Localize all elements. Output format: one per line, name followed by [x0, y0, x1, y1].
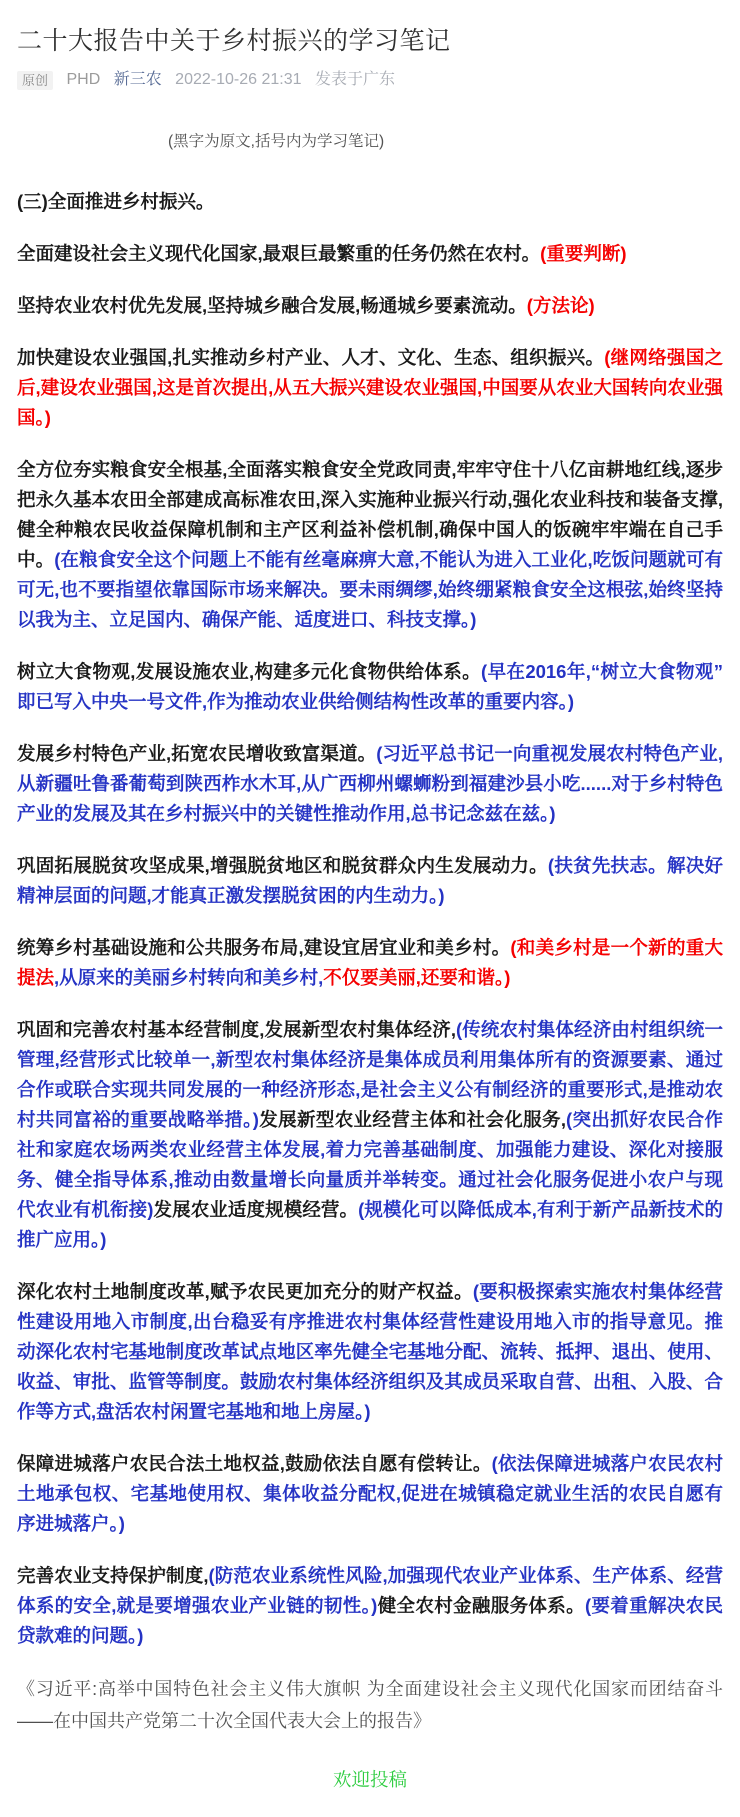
- text-segment-blue: ,从原来的美丽乡村转向和美乡村,: [54, 967, 324, 989]
- paragraph: [17, 739, 723, 829]
- text-segment-black: 发展乡村特色产业,拓宽农民增收致富渠道。: [17, 743, 377, 765]
- text-segment-blue: (要着重解决农民贷款难的问题。): [17, 1595, 723, 1647]
- submission-invite: 欢迎投稿: [332, 1769, 407, 1791]
- text-segment-blue: (传统农村集体经济由村组织统一管理,经营形式比较单一,新型农村集体经济是集体成员利用集体所有的资源要素、通过合作或联合实现共同发展的一种经济形态,是社会主义公有制经济的重要形式,是推动农村共同富裕的重要战略举措。): [17, 1019, 723, 1131]
- text-segment-black: 深化农村土地制度改革,赋予农民更加充分的财产权益。: [17, 1281, 473, 1303]
- paragraph: [17, 657, 723, 717]
- source-citation: 《习近平:高举中国特色社会主义伟大旗帜 为全面建设社会主义现代化国家而团结奋斗——在中国共产党第二十次全国代表大会上的报告》: [17, 1679, 723, 1732]
- author-name: PHD: [66, 71, 101, 88]
- text-segment-red: (方法论): [526, 295, 595, 317]
- text-segment-black: 全方位夯实粮食安全根基,全面落实粮食安全党政同责,牢牢守住十八亿亩耕地红线,逐步把永久基本农田全部建成高标准农田,深入实施种业振兴行动,强化农业科技和装备支撑,健全种粮农民收益保障机制和主产区利益补偿机制,确保中国人的饭碗牢牢端在自己手中。: [17, 459, 723, 571]
- text-segment-blue: (防范农业系统性风险,加强现代农业产业体系、生产体系、经营体系的安全,就是要增强农业产业链的韧性。): [17, 1565, 723, 1617]
- article-title: 二十大报告中关于乡村振兴的学习笔记: [17, 27, 451, 55]
- text-segment-blue: (依法保障进城落户农民农村土地承包权、宅基地使用权、集体收益分配权,促进在城镇稳定就业生活的农民自愿有序进城落户。): [17, 1453, 723, 1535]
- article-body: [17, 187, 723, 1651]
- paragraph: [17, 1449, 723, 1539]
- text-segment-black: 统筹乡村基础设施和公共服务布局,建设宜居宜业和美乡村。: [17, 937, 511, 959]
- text-segment-blue: (习近平总书记一向重视发展农村特色产业,从新疆吐鲁番葡萄到陕西柞水木耳,从广西柳州螺蛳粉到福建沙县小吃......对于乡村特色产业的发展及其在乡村振兴中的关键性推动作用,总书记念兹在兹。): [17, 743, 723, 825]
- text-segment-red: (重要判断): [540, 243, 627, 265]
- text-segment-blue: (要积极探索实施农村集体经营性建设用地入市制度,出台稳妥有序推进农村集体经营性建设用地入市的指导意见。推动深化农村宅基地制度改革试点地区率先健全宅基地分配、流转、抵押、退出、使用、收益、审批、监管等制度。鼓励农村集体经济组织及其成员采取自营、出租、入股、合作等方式,盘活农村闲置宅基地和地上房屋。): [17, 1281, 723, 1423]
- text-segment-black: 健全农村金融服务体系。: [377, 1595, 585, 1617]
- account-link[interactable]: 新三农: [113, 71, 162, 88]
- text-segment-blue: (规模化可以降低成本,有利于新产品新技术的推广应用。): [17, 1199, 723, 1251]
- legend-note: (黑字为原文,括号内为学习笔记): [168, 133, 385, 151]
- text-segment-blue: (在粮食安全这个问题上不能有丝毫麻痹大意,不能认为进入工业化,吃饭问题就可有可无,也不要指望依靠国际市场来解决。要未雨绸缪,始终绷紧粮食安全这根弦,始终坚持以我为主、立足国内、确保产能、适度进口、科技支撑。): [17, 549, 723, 631]
- paragraph: [17, 1277, 723, 1427]
- text-segment-black: 发展农业适度规模经营。: [153, 1199, 359, 1221]
- paragraph: [17, 291, 723, 321]
- text-segment-black: 树立大食物观,发展设施农业,构建多元化食物供给体系。: [17, 661, 482, 683]
- article-page: [0, 25, 740, 1817]
- text-segment-blue: (早在2016年,“树立大食物观”即已写入中央一号文件,作为推动农业供给侧结构性改革的重要内容。): [17, 661, 723, 713]
- publish-location: 发表于广东: [314, 71, 395, 88]
- byline: [17, 69, 723, 91]
- text-segment-red: (和美乡村是一个新的重大提法: [17, 937, 723, 989]
- paragraph: [17, 455, 723, 635]
- paragraph: [17, 1015, 723, 1255]
- original-badge[interactable]: 原创: [17, 71, 53, 90]
- text-segment-black: 坚持农业农村优先发展,坚持城乡融合发展,畅通城乡要素流动。: [17, 295, 527, 317]
- paragraph: [17, 933, 723, 993]
- paragraph: [17, 851, 723, 911]
- paragraph: [17, 239, 723, 269]
- text-segment-blue: (扶贫先扶志。解决好精神层面的问题,才能真正激发摆脱贫困的内生动力。): [17, 855, 723, 907]
- text-segment-black: 发展新型农业经营主体和社会化服务,: [258, 1109, 567, 1131]
- paragraph: [17, 343, 723, 433]
- text-segment-black: 加快建设农业强国,扎实推动乡村产业、人才、文化、生态、组织振兴。: [17, 347, 605, 369]
- text-segment-black: 全面建设社会主义现代化国家,最艰巨最繁重的任务仍然在农村。: [17, 243, 541, 265]
- text-segment-red: 不仅要美丽,还要和谐。): [323, 967, 511, 989]
- paragraph: [17, 1561, 723, 1651]
- text-segment-black: 巩固拓展脱贫攻坚成果,增强脱贫地区和脱贫群众内生发展动力。: [17, 855, 548, 877]
- publish-datetime: 2022-10-26 21:31: [175, 71, 302, 88]
- text-segment-black: 巩固和完善农村基本经营制度,发展新型农村集体经济,: [17, 1019, 456, 1041]
- text-segment-black: 保障进城落户农民合法土地权益,鼓励依法自愿有偿转让。: [17, 1453, 492, 1475]
- text-segment-red: (继网络强国之后,建设农业强国,这是首次提出,从五大振兴建设农业强国,中国要从农业大国转向农业强国。): [17, 347, 723, 429]
- text-segment-black: 完善农业支持保护制度,: [17, 1565, 209, 1587]
- text-segment-black: (三)全面推进乡村振兴。: [17, 191, 215, 213]
- text-segment-blue: (突出抓好农民合作社和家庭农场两类农业经营主体发展,着力完善基础制度、加强能力建设、深化对接服务、健全指导体系,推动由数量增长向量质并举转变。通过社会化服务促进小农户与现代农业有机衔接): [17, 1109, 723, 1221]
- paragraph: [17, 187, 723, 217]
